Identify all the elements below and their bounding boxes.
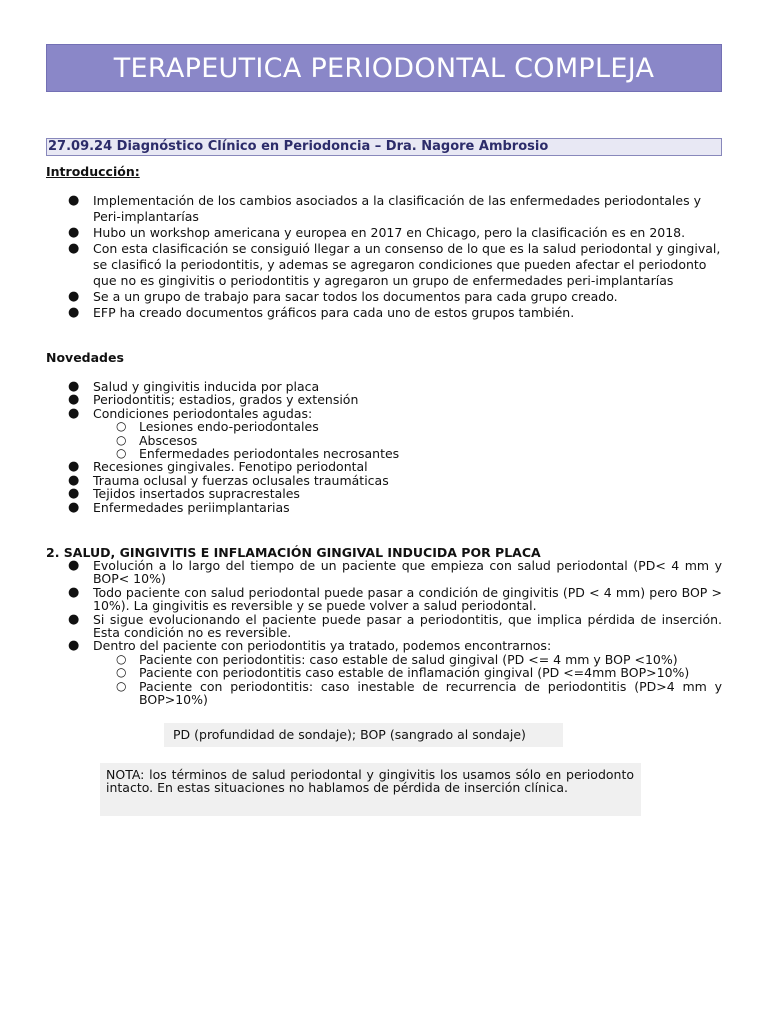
novedades-sublist [46,420,722,460]
list-item: ● Condiciones periodontales agudas: [46,407,722,420]
novedades-list-block [46,380,722,514]
intro-heading: Introducción: [46,164,140,179]
title-banner [46,44,722,92]
list-item: ● Periodontitis; estadios, grados y extensión [46,393,722,406]
nota-box: NOTA: los términos de salud periodontal y gingivitis los usamos sólo en periodonto intacto. En estas situaciones no hablamos de pérdida de inserción clínica. [100,763,641,816]
page-title: TERAPEUTICA PERIODONTAL COMPLEJA [113,52,655,84]
salud-heading: 2. SALUD, GINGIVITIS E INFLAMACIÓN GINGIVAL INDUCIDA POR PLACA [46,545,541,560]
sub-list-item: ○ Paciente con periodontitis: caso inestable de recurrencia de periodontitis (PD>4 mm y BOP>10%) [46,680,722,707]
sub-list-item: ○ Abscesos [46,434,722,447]
list-item: ● Recesiones gingivales. Fenotipo periodontal [46,460,722,473]
list-item: ● Implementación de los cambios asociados a la clasificación de las enfermedades periodontales y Peri-implantarías [46,193,722,225]
sub-list-item: ○ Lesiones endo-periodontales [46,420,722,433]
novedades-heading: Novedades [46,350,124,365]
salud-list [46,559,722,653]
sub-list-item: ○ Enfermedades periodontales necrosantes [46,447,722,460]
list-item: ● Evolución a lo largo del tiempo de un paciente que empieza con salud periodontal (PD< 4 mm y BOP< 10%) [46,559,722,586]
sub-list-item: ○ Paciente con periodontitis caso estable de inflamación gingival (PD <=4mm BOP>10%) [46,666,722,679]
list-item: ● Tejidos insertados supracrestales [46,487,722,500]
list-item: ● Se a un grupo de trabajo para sacar todos los documentos para cada grupo creado. [46,289,722,305]
sub-list-item: ○ Paciente con periodontitis: caso estable de salud gingival (PD <= 4 mm y BOP <10%) [46,653,722,666]
intro-list [46,193,722,321]
list-item: ● Si sigue evolucionando el paciente puede pasar a periodontitis, que implica pérdida de inserción. Esta condición no es reversible. [46,613,722,640]
intro-list-block [46,193,722,321]
list-item: ● Dentro del paciente con periodontitis ya tratado, podemos encontrarnos: [46,639,722,652]
list-item: ● Enfermedades periimplantarias [46,501,722,514]
list-item: ● Con esta clasificación se consiguió llegar a un consenso de lo que es la salud periodontal y gingival, se clasificó la periodontitis, y ademas se agregaron condiciones que pueden afectar el periodonto que no es gingivitis o periodontitis y agregaron un grupo de enfermedades peri-implantarías [46,241,722,289]
section-header: 27.09.24 Diagnóstico Clínico en Periodoncia – Dra. Nagore Ambrosio [46,138,722,156]
list-item: ● Salud y gingivitis inducida por placa [46,380,722,393]
novedades-list-continued [46,460,722,514]
salud-list-block [46,559,722,706]
salud-sublist [46,653,722,707]
list-item: ● EFP ha creado documentos gráficos para cada uno de estos grupos también. [46,305,722,321]
list-item: ● Hubo un workshop americana y europea en 2017 en Chicago, pero la clasificación es en 2018. [46,225,722,241]
list-item: ● Todo paciente con salud periodontal puede pasar a condición de gingivitis (PD < 4 mm) pero BOP > 10%). La gingivitis es reversible y se puede volver a salud periodontal. [46,586,722,613]
list-item: ● Trauma oclusal y fuerzas oclusales traumáticas [46,474,722,487]
pd-note-box: PD (profundidad de sondaje); BOP (sangrado al sondaje) [164,723,563,747]
novedades-list [46,380,722,420]
